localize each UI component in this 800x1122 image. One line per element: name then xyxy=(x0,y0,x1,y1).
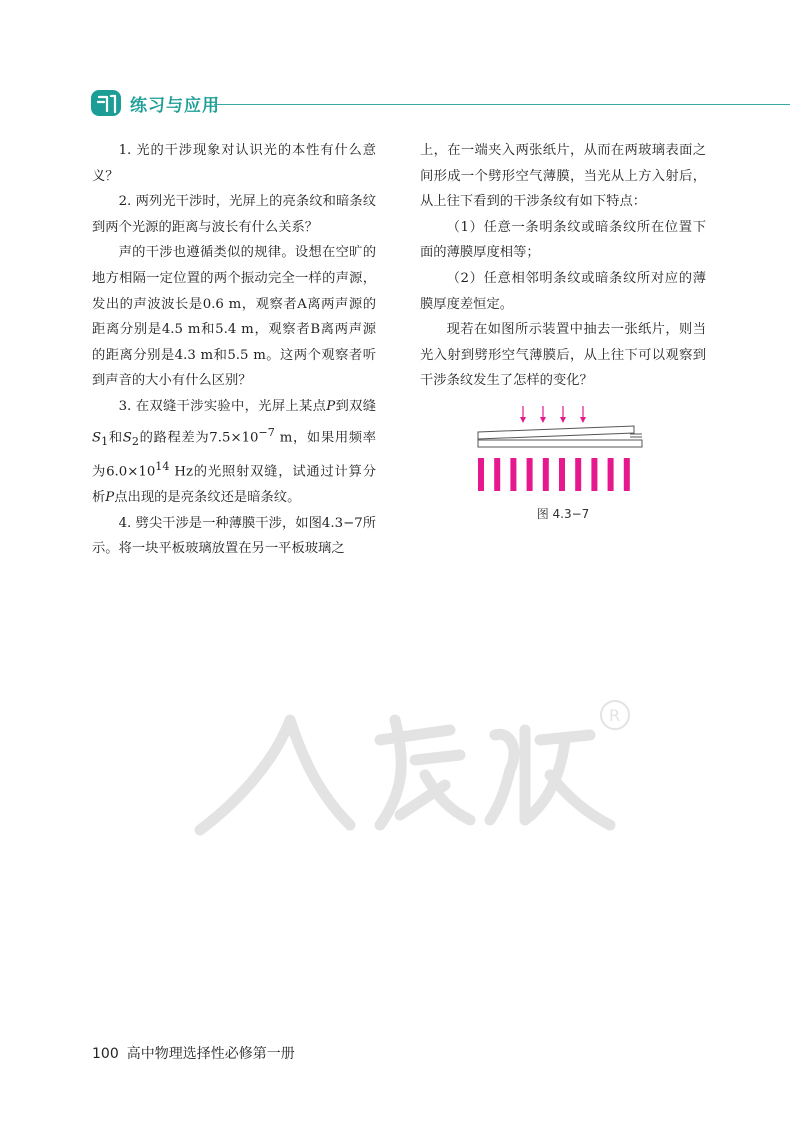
question-2-context: 声的干涉也遵循类似的规律。设想在空旷的地方相隔一定位置的两个振动完全一样的声源，发出的声波波长是0.6 m，观察者A离两声源的距离分别是4.5 m和5.4 m，观察者B离两声源的距离分别是4.3 m和5.5 m。这两个观察者听到声音的大小有什么区别？ xyxy=(92,245,376,389)
wedge-diagram xyxy=(420,406,706,502)
section-title: 练习与应用 xyxy=(130,96,220,116)
incident-light-arrow xyxy=(520,406,526,423)
question-1: 1. 光的干涉现象对认识光的本性有什么意义？ xyxy=(92,143,376,184)
interference-stripe xyxy=(591,458,597,491)
svg-text:R: R xyxy=(609,706,621,725)
question-3: 3. 在双缝干涉实验中，光屏上某点P到双缝$S_1$和$S_2$的路程差为$7.5\times 10^{-7}$ m，如果用频率为$6.0\times 10^{14}$ Hz的光照射双缝，试通过计算分析P点出现的是亮条纹还是暗条纹。 xyxy=(92,398,377,506)
interference-stripe xyxy=(543,458,549,491)
incident-light-arrow xyxy=(580,406,586,423)
publisher-watermark xyxy=(180,690,640,850)
question-4-ask: 现若在如图所示装置中抽去一张纸片，则当光入射到劈形空气薄膜后，从上往下可以观察到干涉条纹发生了怎样的变化？ xyxy=(420,322,706,389)
exercise-icon xyxy=(90,88,124,118)
page-footer xyxy=(92,1043,295,1063)
incident-light-arrow xyxy=(560,406,566,423)
interference-stripe xyxy=(575,458,581,491)
feature-1: （1）任意一条明条纹或暗条纹所在位置下面的薄膜厚度相等； xyxy=(420,219,706,261)
section-header xyxy=(90,88,790,122)
question-2: 2. 两列光干涉时，光屏上的亮条纹和暗条纹到两个光源的距离与波长有什么关系？ xyxy=(92,194,376,235)
incident-light-arrow xyxy=(540,406,546,423)
interference-stripe xyxy=(608,458,614,491)
bottom-glass-plate xyxy=(478,440,642,447)
header-divider xyxy=(214,104,790,105)
figure-4-3-7 xyxy=(420,406,706,521)
question-4-continued: 上，在一端夹入两张纸片，从而在两玻璃表面之间形成一个劈形空气薄膜，当光从上方入射后，从上往下看到的干涉条纹有如下特点： xyxy=(420,143,706,210)
interference-stripe xyxy=(559,458,565,491)
top-glass-plate xyxy=(478,426,634,439)
question-4: 4. 劈尖干涉是一种薄膜干涉，如图4.3−7所示。将一块平板玻璃放置在另一平板玻璃之 xyxy=(92,515,376,557)
figure-caption: 图 4.3−7 xyxy=(536,506,590,521)
interference-stripe xyxy=(624,458,630,491)
interference-stripe xyxy=(510,458,516,491)
book-title: 高中物理选择性必修第一册 xyxy=(126,1046,295,1062)
left-column xyxy=(92,138,376,562)
right-column xyxy=(420,138,706,521)
interference-stripe xyxy=(478,458,484,491)
interference-stripe xyxy=(494,458,500,491)
interference-stripe xyxy=(527,458,533,491)
feature-2: （2）任意相邻明条纹或暗条纹所对应的薄膜厚度差恒定。 xyxy=(420,270,706,312)
page-number: 100 xyxy=(92,1046,119,1062)
